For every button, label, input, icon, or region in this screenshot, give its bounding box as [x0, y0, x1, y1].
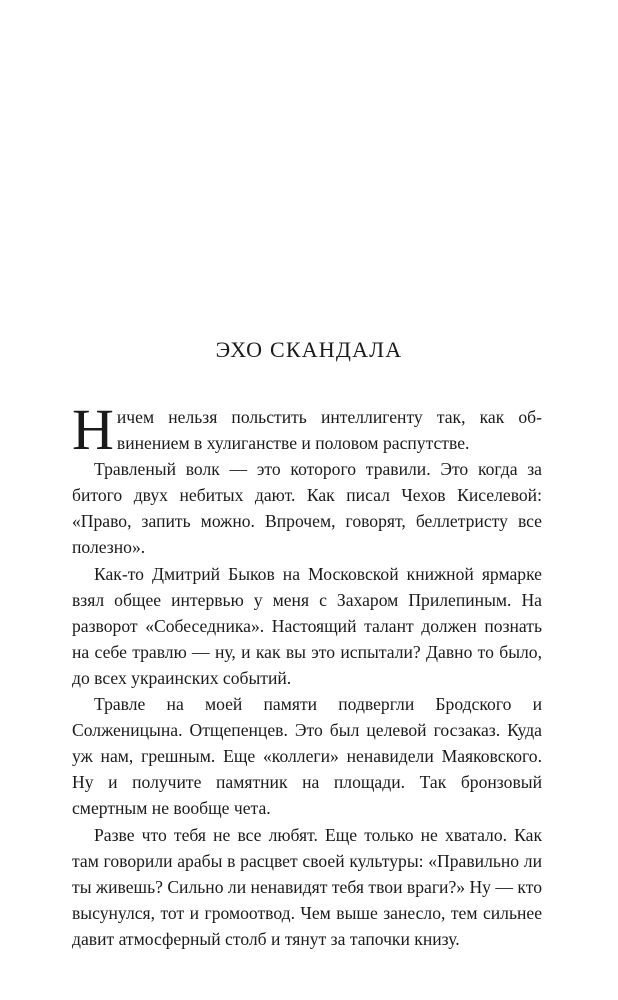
- paragraph-1: [72, 397, 542, 462]
- paragraph-5: Разве что тебя не все любят. Еще только не хватало. Как там говорили арабы в расцвет своей культуры: «Правильно ли ты живешь? Сильно ли ненавидят тебя твои враги?» Ну — кто высунулся, тот и громоотвод. Чем выше занесло, тем сильнее давит атмосферный столб и тянут за тапочки книзу.: [72, 824, 542, 949]
- paragraph-4: Травле на моей памяти подвергли Бродского и Солженицына. Отщепенцев. Это был целевой госзаказ. Куда уж нам, грешным. Еще «коллеги» ненавидели Маяковского. Ну и получите памятник на площади. Так бронзовый смертным не вообще чета.: [72, 694, 542, 819]
- paragraph-2: Травленый волк — это которого травили. Это когда за битого двух небитых дают. Как писал Чехов Киселевой: «Право, запить можно. Впрочем, говорят, беллетристу все полезно».: [72, 459, 542, 558]
- chapter-body: [72, 397, 542, 952]
- chapter-title: ЭХО СКАНДАЛА: [215, 337, 403, 362]
- paragraph-1-text: ичем нельзя польстить интеллигенту так, как обвинением в хулиганстве и половом распутстве.: [116, 407, 542, 454]
- drop-cap-letter: Н: [72, 397, 114, 462]
- paragraph-3: Как-то Дмитрий Быков на Московской книжной ярмарке взял общее интервью у меня с Захаром Прилепиным. На разворот «Собеседника». Настоящий талант должен познать на себе травлю — ну, и как вы это испытали? Давно то было, до всех украинских событий.: [72, 563, 542, 688]
